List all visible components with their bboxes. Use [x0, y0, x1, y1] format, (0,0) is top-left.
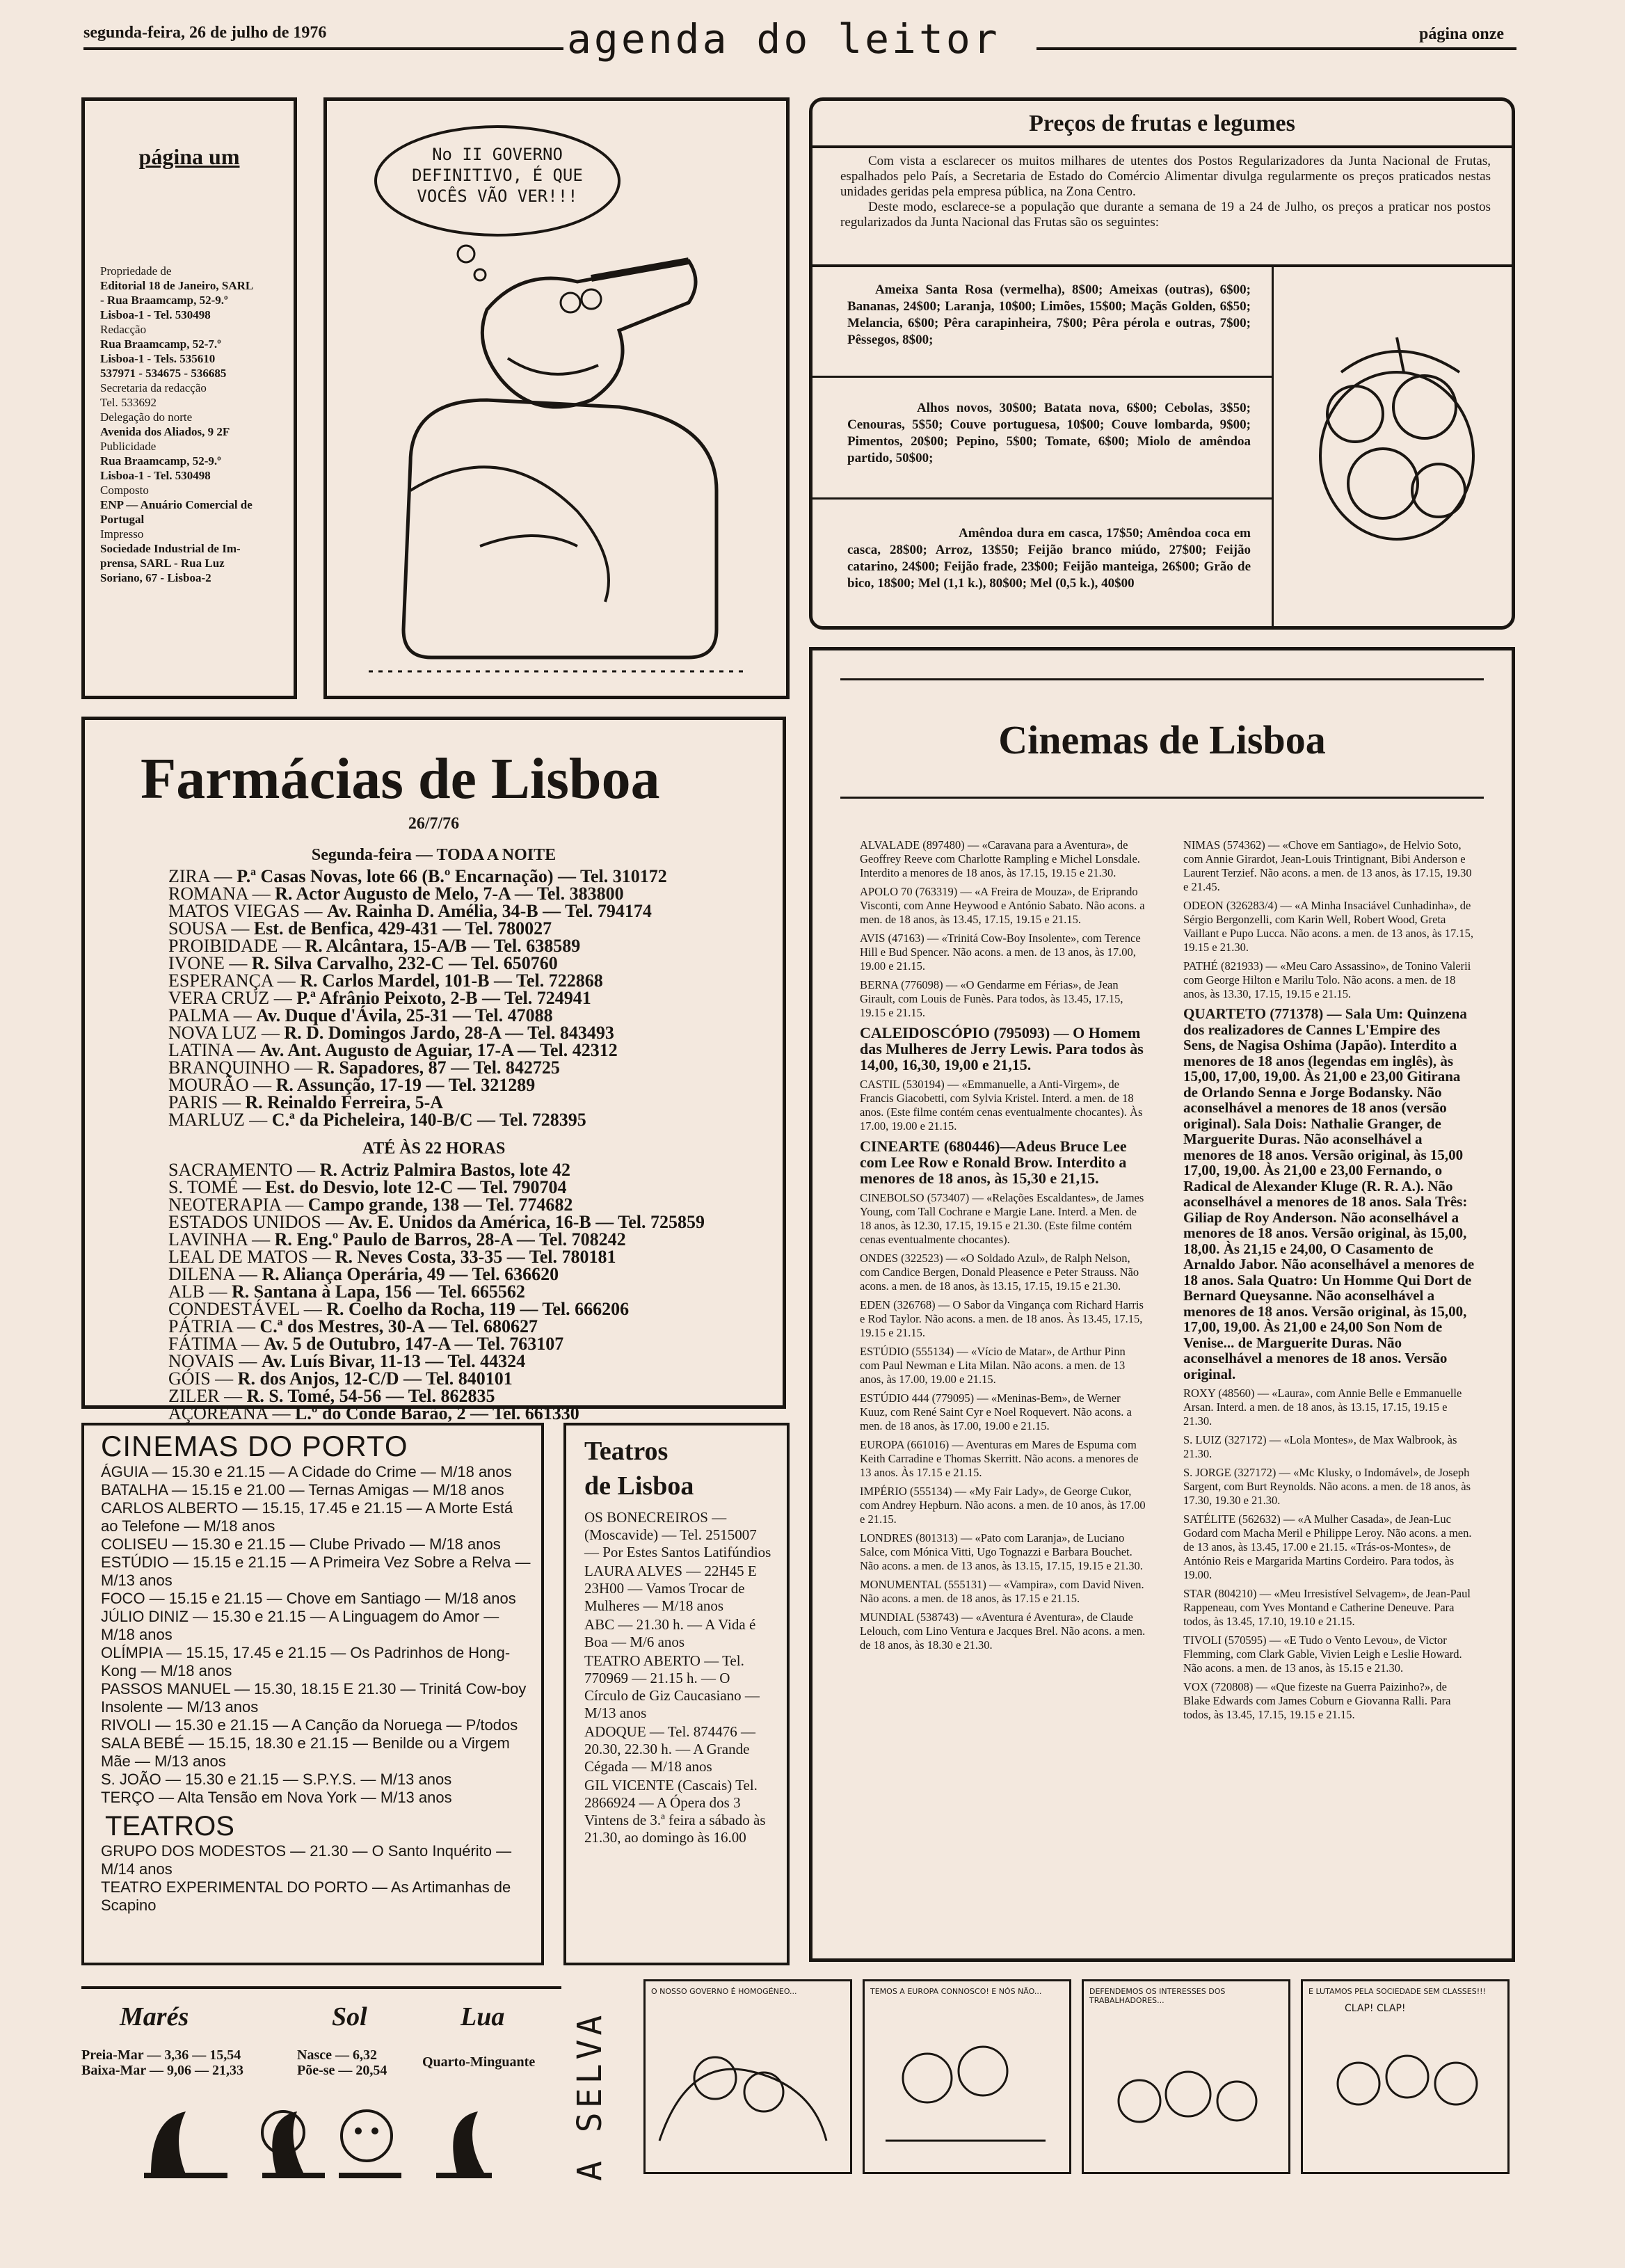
pharmacy-name: PARIS [168, 1092, 218, 1112]
farmacias-list-noite [168, 868, 783, 1128]
header-rule-right [1036, 47, 1516, 50]
teatro-entry: LAURA ALVES — 22H45 E 23H00 — Vamos Trocar de Mulheres — M/18 anos [584, 1563, 757, 1614]
pharmacy-sep: — [237, 1334, 264, 1354]
pharmacy-address: R. Assunção, 17-19 — Tel. 321289 [275, 1075, 536, 1095]
sol-values [297, 2047, 387, 2078]
porto-cinema-entry: S. JOÃO — 15.30 e 21.15 — S.P.Y.S. — M/13 anos [101, 1771, 452, 1788]
pharmacy-sep: — [247, 1229, 275, 1249]
pharmacy-sep: — [232, 1316, 260, 1336]
cinemas-porto-box [81, 1423, 544, 1965]
lua-fase: Quarto-Minguante [422, 2054, 536, 2070]
cinema-entry: ALVALADE (897480) — «Caravana para a Aventura», de Geoffrey Reeve com Charlotte Rampling e Michel Lonsdale. Interdito a menores de 18 anos, às 17.15, 19.15 e 21.30. [860, 838, 1140, 879]
precos-intro-1: Com vista a esclarecer os muitos milhares de utentes dos Postos Regularizadores da Junta Nacional de Frutas, espalhados pelo País, a Secretaria de Estado do Comércio Alimentar divulga regularmente os preços praticados nestas unidades geridas pela empresa pública, na Zona Centro. [840, 154, 1491, 199]
pharmacy-address: R. Alcântara, 15-A/B — Tel. 638589 [305, 936, 581, 956]
teatros-title-line2: de Lisboa [584, 1471, 694, 1501]
cinema-entry: S. JORGE (327172) — «Mc Klusky, o Indomável», de Joseph Sargent, com Burt Reynolds. Não acons. a men. de 18 anos, às 17.30, 19.30 e 21.30. [1183, 1466, 1471, 1507]
pharmacy-row [168, 1318, 783, 1335]
pharmacy-sep: — [248, 884, 275, 904]
header-date: segunda-feira, 26 de julho de 1976 [83, 24, 327, 42]
pharmacy-row [168, 1007, 783, 1024]
pharmacy-sep: — [321, 1212, 349, 1232]
pharmacy-row [168, 885, 783, 902]
pagina-um-lines [100, 264, 294, 585]
pharmacy-row [168, 1370, 783, 1387]
pharmacy-sep: — [257, 1023, 285, 1043]
pharmacy-name: ALB [168, 1281, 205, 1302]
pharmacy-row [168, 937, 783, 955]
pharmacy-address: Av. E. Unidos da América, 16-B — Tel. 725859 [348, 1212, 705, 1232]
pharmacy-row [168, 920, 783, 937]
cartoon-box [323, 97, 790, 699]
pharmacy-name: LEAL DE MATOS [168, 1247, 308, 1267]
cinema-entry: AVIS (47163) — «Trinitá Cow-Boy Insolente», com Terence Hill e Bud Spencer. Não acons. a men. de 13 anos, às 17.00, 19.00 e 21.15. [860, 932, 1141, 973]
pharmacy-name: MOURÃO [168, 1075, 249, 1095]
pharmacy-name: PALMA [168, 1005, 230, 1025]
fruit-basket-illustration [1299, 330, 1494, 560]
pharmacy-sep: — [232, 1040, 260, 1060]
pharmacy-row [168, 1041, 783, 1059]
pharmacy-name: MATOS VIEGAS [168, 901, 301, 921]
cinema-entry: SATÉLITE (562632) — «A Mulher Casada», de Jean-Luc Godard com Macha Meril e Philippe Leroy. Não acons. a men. de 13 anos, às 13.45, 17.00 e 21.15. «Trás-os-Montes», de António Reis e Margarida Martins Cordeiro. Para todos, às 19.00. [1183, 1512, 1472, 1581]
pharmacy-name: GÓIS [168, 1368, 211, 1389]
sol-nasce: Nasce — 6,32 [297, 2047, 377, 2063]
pharmacy-sep: — [268, 1403, 296, 1423]
pharmacy-row [168, 1161, 783, 1179]
pharmacy-sep: — [289, 1057, 317, 1078]
pharmacy-address: R. dos Anjos, 12-C/D — Tel. 840101 [237, 1368, 513, 1389]
cinema-entry: ROXY (48560) — «Laura», com Annie Belle e Emmanuelle Arsan. Interd. a men. de 18 anos, às 13.15, 17.15, 19.15 e 21.30. [1183, 1387, 1462, 1428]
pharmacy-sep: — [299, 1299, 327, 1319]
pharmacy-sep: — [218, 1092, 246, 1112]
precos-secos: Amêndoa dura em casca, 17$50; Amêndoa coca em casca, 28$00; Arroz, 13$50; Feijão branco miúdo, 27$00; Feijão catarino, 24$00; Feijão frade, 23$00; Feijão manteiga, 26$00; Grão de bico, 18$00; Mel (1,1 k.), 80$00; Mel (0,5 k.), 40$00 [847, 526, 1251, 591]
pharmacy-name: ROMANA [168, 884, 248, 904]
pharmacy-address: C.ª da Picheleira, 140-B/C — Tel. 728395 [271, 1110, 586, 1130]
pagina-um-line: Editorial 18 de Janeiro, SARL [100, 279, 254, 292]
pagina-um-line: Redacção [100, 323, 147, 336]
pharmacy-row [168, 902, 783, 920]
lua-title: Lua [461, 2002, 505, 2031]
pagina-um-line: Lisboa-1 - Tel. 530498 [100, 308, 211, 321]
porto-teatro-entry: GRUPO DOS MODESTOS — 21.30 — O Santo Inquérito — M/14 anos [101, 1842, 512, 1878]
pharmacy-row [168, 1059, 783, 1076]
cinemas-porto-title: CINEMAS DO PORTO [101, 1430, 408, 1462]
speech-line: VOCÊS VÃO VER!!! [417, 186, 578, 206]
mares-title: Marés [120, 2002, 189, 2031]
pagina-um-line: Lisboa-1 - Tel. 530498 [100, 469, 211, 482]
cinemas-rule-top [840, 678, 1484, 680]
pharmacy-row [168, 1248, 783, 1265]
pagina-um-line: 537971 - 534675 - 536685 [100, 367, 227, 380]
pharmacy-sep: — [234, 1351, 262, 1371]
pharmacy-name: ESPERANÇA [168, 971, 273, 991]
porto-cinema-entry: PASSOS MANUEL — 15.30, 18.15 E 21.30 — Trinitá Cow-boy Insolente — M/13 anos [101, 1680, 527, 1716]
pharmacy-row [168, 1076, 783, 1094]
pharmacy-address: R. Aliança Operária, 49 — Tel. 636620 [262, 1264, 559, 1284]
cinema-entry: S. LUIZ (327172) — «Lola Montes», de Max Walbrook, às 21.30. [1183, 1433, 1457, 1460]
strip-panel-1 [643, 1979, 852, 2174]
pagina-um-line: Rua Braamcamp, 52-9.º [100, 454, 221, 468]
pagina-um-line: Lisboa-1 - Tels. 535610 [100, 352, 216, 365]
pharmacy-name: FÁTIMA [168, 1334, 237, 1354]
pagina-um-box [81, 97, 297, 699]
panel-drawing [1303, 2014, 1505, 2139]
pharmacy-address: P.ª Afrânio Peixoto, 2-B — Tel. 724941 [296, 988, 591, 1008]
teatro-entry: ADOQUE — Tel. 874476 — 20.30, 22.30 h. — A Grande Cégada — M/18 anos [584, 1723, 756, 1775]
pharmacy-name: SACRAMENTO [168, 1160, 293, 1180]
cinemas-lisboa-col2 [1183, 838, 1475, 1727]
precos-intro-2: Deste modo, esclarece-se a população que durante a semana de 19 a 24 de Julho, os preços a praticar nos postos regularizados da Junta Nacional das Frutas são os seguintes: [840, 200, 1491, 230]
pharmacy-sep: — [300, 901, 328, 921]
pharmacy-row [168, 868, 783, 885]
pagina-um-line: Publicidade [100, 440, 157, 453]
pharmacy-sep: — [244, 1110, 272, 1130]
pharmacy-name: SOUSA [168, 918, 227, 939]
pharmacy-sep: — [224, 953, 252, 973]
cinemas-porto-list [101, 1463, 531, 1807]
pharmacy-address: R. D. Domingos Jardo, 28-A — Tel. 843493 [284, 1023, 614, 1043]
cinema-entry: EUROPA (661016) — Aventuras em Mares de Espuma com Keith Carradine e Thomas Skerritt. Não acons. a menores de 13 anos. Às 17.15 e 21.15. [860, 1438, 1139, 1479]
pharmacy-address: R. Silva Carvalho, 232-C — Tel. 650760 [251, 953, 558, 973]
pharmacy-row [168, 1283, 783, 1300]
pagina-um-line: Sociedade Industrial de Im- [100, 542, 241, 555]
porto-cinema-entry: JÚLIO DINIZ — 15.30 e 21.15 — A Linguagem do Amor — M/18 anos [101, 1608, 499, 1643]
pharmacy-address: R. Actriz Palmira Bastos, lote 42 [319, 1160, 570, 1180]
cinema-entry: LONDRES (801313) — «Pato com Laranja», de Luciano Salce, com Mónica Vitti, Ugo Tognazzi e Barbara Bouchet. Não acons. a men. de 13 anos, às 13.15, 17.15, 19.15 e 21.30. [860, 1531, 1143, 1572]
cinema-entry: MUNDIAL (538743) — «Aventura é Aventura», de Claude Lelouch, com Lino Ventura e Jacques Brel. Não acons. a men. de 18 anos, às 18.30 e 21.30. [860, 1611, 1146, 1652]
teatro-entry: ABC — 21.30 h. — A Vida é Boa — M/6 anos [584, 1616, 756, 1650]
pharmacy-row [168, 955, 783, 972]
pharmacy-name: ZILER [168, 1386, 220, 1406]
precos-intro [812, 148, 1512, 230]
pharmacy-row [168, 1094, 783, 1111]
pharmacy-name: S. TOMÉ [168, 1177, 239, 1197]
pharmacy-name: ZIRA [168, 866, 210, 886]
pharmacy-name: CONDESTÁVEL [168, 1299, 300, 1319]
pagina-um-title: página um [138, 144, 240, 169]
pharmacy-address: R. Actor Augusto de Melo, 7-A — Tel. 383800 [275, 884, 624, 904]
porto-cinema-entry: OLÍMPIA — 15.15, 17.45 e 21.15 — Os Padrinhos de Hong-Kong — M/18 anos [101, 1644, 511, 1679]
pagina-um-line: Impresso [100, 527, 144, 541]
header-page: página onze [1419, 25, 1505, 43]
cinema-entry: PATHÉ (821933) — «Meu Caro Assassino», de Tonino Valerii com George Hilton e Marilu Tolo. Não acons. a men. de 18 anos, às 13.30, 17.15, 19.15 e 21.15. [1183, 959, 1471, 1000]
pharmacy-name: NEOTERAPIA [168, 1195, 281, 1215]
pharmacy-address: Av. Ant. Augusto de Aguiar, 17-A — Tel. 42312 [259, 1040, 618, 1060]
porto-cinema-entry: RIVOLI — 15.30 e 21.15 — A Canção da Noruega — P/todos [101, 1716, 518, 1734]
strip-panel-3 [1082, 1979, 1290, 2174]
pharmacy-row [168, 1231, 783, 1248]
precos-box [809, 97, 1515, 630]
strip-caption: TEMOS A EUROPA CONNOSCO! E NÓS NÃO... [870, 1987, 1042, 1996]
pagina-um-line: Tel. 533692 [100, 396, 157, 409]
header-rule-left [83, 47, 563, 50]
pharmacy-sep: — [226, 918, 254, 939]
pharmacy-address: Av. 5 de Outubro, 147-A — Tel. 763107 [264, 1334, 564, 1354]
pharmacy-name: LATINA [168, 1040, 233, 1060]
cinema-quarteto: QUARTETO (771378) — Sala Um: Quinzena dos realizadores de Cannes L'Empire des Sens, de Nagisa Oshima (Japão). Interdito a menores de 18 anos (legendas em inglês), às 15,00, 17,00, 19,00. Às 21,00 e 23,00 Gitirana de Orlando Senna e Jorge Bodansky. Não aconselhável a menores de 18 anos (versão original). Sala Dois: Nathalie Granger, de Marguerite Duras. Não aconselhável a menores de 18 anos. Versão original, às 15,00 17,00, 19,00. Às 21,00 e 23,00 Fernando, o Radical de Alexander Kluge (R. R. A.). Não aconselhável a menores de 18 anos. Sala Três: Giliap de Roy Anderson. Não aconselhável a menores de 18 anos. Versão original, às 15,00, 18,00. Às 21,15 e 24,00, O Casamento de Arnaldo Jabor. Não aconselhável a menores de 18 anos. Sala Quatro: Un Homme Qui Dort de Bernard Queysanne. Não aconselhável a menores de 18 anos. Versão original, às 15,00, 17,00, 19,00. Às 21,00 e 24,00 Son Nom de Venise... de Marguerite Duras. Não aconselhável a menores de 18 anos. Versão original. [1183, 1005, 1475, 1382]
moon-faces-illustration [137, 2091, 499, 2188]
pharmacy-address: Av. Duque d'Ávila, 25-31 — Tel. 47088 [256, 1005, 553, 1025]
cinema-entry: BERNA (776098) — «O Gendarme em Férias», de Jean Girault, com Louis de Funès. Para todos, às 13.45, 17.15, 19.15 e 21.15. [860, 978, 1123, 1019]
pharmacy-sep: — [278, 936, 305, 956]
precos-divider [812, 264, 1512, 267]
speech-line: DEFINITIVO, É QUE [412, 166, 583, 185]
strip-title [563, 1986, 612, 2195]
teatros-lisboa-box [563, 1423, 790, 1965]
pharmacy-name: BRANQUINHO [168, 1057, 290, 1078]
cartoon-speech [410, 144, 584, 207]
pharmacy-address: R. Sapadores, 87 — Tel. 842725 [317, 1057, 560, 1078]
pharmacy-address: R. Reinaldo Ferreira, 5-A [245, 1092, 444, 1112]
pagina-um-line: - Rua Braamcamp, 52-9.º [100, 294, 228, 307]
pharmacy-row [168, 1300, 783, 1318]
pharmacy-address: R. Carlos Mardel, 101-B — Tel. 722868 [300, 971, 603, 991]
strip-panel-4 [1301, 1979, 1510, 2174]
strip-claps: CLAP! CLAP! [1345, 2003, 1406, 2014]
pharmacy-sep: — [205, 1281, 232, 1302]
pharmacy-row [168, 1387, 783, 1405]
cinema-entry: ODEON (326283/4) — «A Minha Insaciável Cunhadinha», de Sérgio Bergonzelli, com Karin Well, Robert Wood, Greta Vaillant e Pupo Lucca. Não acons. a men. de 13 anos, às 17.15, 19.15 e 21.30. [1183, 899, 1473, 954]
porto-cinema-entry: COLISEU — 15.30 e 21.15 — Clube Privado — M/18 anos [101, 1535, 501, 1553]
pharmacy-sep: — [209, 866, 237, 886]
pharmacy-name: PÁTRIA [168, 1316, 233, 1336]
cinema-entry: STAR (804210) — «Meu Irresistível Selvagem», de Jean-Paul Rappeneau, com Yves Montand e Catherine Deneuve. Para todos, às 13.45, 17.10, 19.10 e 21.15. [1183, 1587, 1471, 1628]
cinema-entry: IMPÉRIO (555134) — «My Fair Lady», de George Cukor, com Andrey Hepburn. Não acons. a men. de 10 anos, às 17.00 e 21.15. [860, 1485, 1146, 1526]
cinemas-lisboa-title: Cinemas de Lisboa [998, 717, 1326, 762]
pagina-um-line: Propriedade de [100, 264, 172, 278]
pagina-um-line: Delegação do norte [100, 410, 193, 424]
pharmacy-sep: — [229, 1005, 257, 1025]
panel-drawing [646, 2002, 847, 2155]
porto-cinema-entry: SALA BEBÉ — 15.15, 18.30 e 21.15 — Benilde ou a Virgem Mãe — M/13 anos [101, 1734, 510, 1770]
pharmacy-row [168, 989, 783, 1007]
baixa-mar: Baixa-Mar — 9,06 — 21,33 [81, 2063, 243, 2078]
teatro-entry: GIL VICENTE (Cascais) Tel. 2866924 — A Ópera dos 3 Vintens de 3.ª feira a sábado às 21.30, ao domingo às 16.00 [584, 1777, 766, 1846]
comic-strip [563, 1958, 1516, 2195]
teatros-title-line1: Teatros [584, 1437, 669, 1466]
farmacias-list-22h [168, 1161, 783, 1422]
teatros-porto-list [101, 1842, 531, 1915]
teatros-lisboa-list [584, 1509, 773, 1846]
pharmacy-address: Est. de Benfica, 429-431 — Tel. 780027 [253, 918, 552, 939]
sol-poe: Põe-se — 20,54 [297, 2063, 387, 2078]
pharmacy-row [168, 1335, 783, 1352]
pharmacy-row [168, 1213, 783, 1231]
pharmacy-row [168, 1352, 783, 1370]
pharmacy-name: PROIBIDADE [168, 936, 278, 956]
preia-mar: Preia-Mar — 3,36 — 15,54 [81, 2047, 241, 2063]
pharmacy-address: C.ª dos Mestres, 30-A — Tel. 680627 [259, 1316, 538, 1336]
cinema-entry: EDEN (326768) — O Sabor da Vingança com Richard Harris e Rod Taylor. Não acons. a men. de 18 anos. Às 13.45, 17.15, 19.15 e 21.15. [860, 1298, 1144, 1339]
pagina-um-line: ENP — Anuário Comercial de [100, 498, 253, 511]
panel-drawing [865, 2002, 1066, 2155]
mares-rule [81, 1986, 561, 1989]
porto-cinema-entry: FOCO — 15.15 e 21.15 — Chove em Santiago — M/18 anos [101, 1590, 516, 1607]
cinema-entry: CALEIDOSCÓPIO (795093) — O Homem das Mulheres de Jerry Lewis. Para todos às 14,00, 16,30, 19,00 e 21,15. [860, 1024, 1144, 1073]
pharmacy-row [168, 1196, 783, 1213]
pharmacy-address: R. Neves Costa, 33-35 — Tel. 780181 [335, 1247, 616, 1267]
pagina-um-line: prensa, SARL - Rua Luz [100, 557, 225, 570]
strip-caption: DEFENDEMOS OS INTERESSES DOS TRABALHADORES... [1089, 1987, 1226, 2005]
cinemas-lisboa-box [809, 647, 1515, 1962]
pharmacy-address: R. Coelho da Rocha, 119 — Tel. 666206 [326, 1299, 630, 1319]
porto-teatro-entry: TEATRO EXPERIMENTAL DO PORTO — As Artimanhas de Scapino [101, 1878, 511, 1914]
precos-vdivider [1272, 266, 1274, 626]
strip-caption: E LUTAMOS PELA SOCIEDADE SEM CLASSES!!! [1308, 1987, 1486, 1996]
speech-line: No II GOVERNO [432, 145, 563, 164]
farmacias-box [81, 717, 786, 1423]
cinema-entry: VOX (720808) — «Que fizeste na Guerra Paizinho?», de Blake Edwards com James Coburn e Giovanna Ralli. Para todos, às 13.45, 17.15, 19.15 e 21.15. [1183, 1680, 1451, 1721]
pagina-um-line: Avenida dos Aliados, 9 2F [100, 425, 230, 438]
pharmacy-row [168, 1265, 783, 1283]
porto-cinema-entry: ÁGUIA — 15.30 e 21.15 — A Cidade do Crime — M/18 anos [101, 1463, 512, 1480]
pharmacy-row [168, 1179, 783, 1196]
pharmacy-address: L.º do Conde Barão, 2 — Tel. 661330 [295, 1403, 579, 1423]
cinema-entry: ESTÚDIO (555134) — «Vício de Matar», de Arthur Pinn com Paul Newman e Lita Milan. Não acons. a men. de 13 anos, às 17.00, 19.00 e 21.15. [860, 1345, 1126, 1386]
pharmacy-name: MARLUZ [168, 1110, 245, 1130]
panel-drawing [1084, 2011, 1286, 2164]
cinema-entry: CASTIL (530194) — «Emmanuelle, a Anti-Virgem», de Francis Giacobetti, com Sylvia Kristel. Interd. a men. de 18 anos. (Este filme contém cenas eventualmente chocantes). Às 17.00, 19.00 e 21.15. [860, 1078, 1143, 1133]
teatro-entry: TEATRO ABERTO — Tel. 770969 — 21.15 h. — O Círculo de Giz Caucasiano — M/13 anos [584, 1652, 760, 1721]
precos-divider-3 [812, 497, 1273, 500]
pharmacy-name: DILENA [168, 1264, 235, 1284]
farmacias-sub1: Segunda-feira — TODA A NOITE [311, 846, 557, 864]
farmacias-date: 26/7/76 [408, 815, 460, 833]
pharmacy-sep: — [210, 1368, 238, 1389]
cinema-entry: NIMAS (574362) — «Chove em Santiago», de Helvio Soto, com Annie Girardot, Jean-Louis Trintignant, Bibi Anderson e Laurent Terzief. Não acons. a men. de 13 anos, às 17.15, 19.30 e 21.45. [1183, 838, 1472, 893]
pharmacy-row [168, 1024, 783, 1041]
precos-title: Preços de frutas e legumes [1029, 111, 1295, 136]
porto-cinema-entry: CARLOS ALBERTO — 15.15, 17.45 e 21.15 — A Morte Está ao Telefone — M/18 anos [101, 1499, 513, 1535]
pharmacy-address: Av. Luís Bivar, 11-13 — Tel. 44324 [261, 1351, 526, 1371]
pharmacy-sep: — [238, 1177, 266, 1197]
pharmacy-address: R. S. Tomé, 54-56 — Tel. 862835 [246, 1386, 495, 1406]
pharmacy-sep: — [234, 1264, 262, 1284]
cinema-entry: ONDES (322523) — «O Soldado Azul», de Ralph Nelson, com Candice Bergen, Donald Pleasence e Peter Strauss. Não acons. a men. de 18 anos, às 13.15, 17.15, 19.15 e 21.30. [860, 1252, 1139, 1293]
pagina-um-line: Composto [100, 484, 149, 497]
header-title: agenda do leitor [567, 15, 1000, 63]
cinema-entry: MONUMENTAL (555131) — «Vampira», com David Niven. Não acons. a men. de 18 anos, às 17.15 e 21.15. [860, 1578, 1144, 1605]
precos-frutas: Ameixa Santa Rosa (vermelha), 8$00; Ameixas (outras), 6$00; Bananas, 24$00; Laranja, 10$00; Limões, 15$00; Maçãs Golden, 6$50; Melancia, 6$00; Pêra carapinheira, 7$00; Pêra pérola e outras, 7$00; Pêssegos, 8$00; [847, 282, 1251, 347]
farmacias-sub2: ATÉ ÀS 22 HORAS [362, 1140, 506, 1158]
pharmacy-name: AÇOREANA [168, 1403, 269, 1423]
pharmacy-name: IVONE [168, 953, 225, 973]
pharmacy-name: NOVAIS [168, 1351, 234, 1371]
pharmacy-address: R. Eng.º Paulo de Barros, 28-A — Tel. 708242 [274, 1229, 626, 1249]
cinemas-lisboa-col1 [860, 838, 1146, 1657]
porto-cinema-entry: ESTÚDIO — 15.15 e 21.15 — A Primeira Vez Sobre a Relva — M/13 anos [101, 1554, 531, 1589]
pagina-um-line: Portugal [100, 513, 145, 526]
pharmacy-row [168, 1405, 783, 1422]
strip-caption: O NOSSO GOVERNO É HOMOGÉNEO... [651, 1987, 797, 1996]
pagina-um-line: Secretaria da redacção [100, 381, 207, 394]
pharmacy-sep: — [248, 1075, 276, 1095]
pharmacy-address: R. Santana à Lapa, 156 — Tel. 665562 [232, 1281, 525, 1302]
precos-legumes: Alhos novos, 30$00; Batata nova, 6$00; Cebolas, 3$50; Cenouras, 5$50; Couve portuguesa, 10$00; Couve lombarda, 9$00; Pimentos, 20$00; Pepino, 5$00; Tomate, 6$00; Miolo de amêndoa partido, 50$00; [847, 401, 1251, 465]
pharmacy-address: Campo grande, 138 — Tel. 774682 [307, 1195, 573, 1215]
cinemas-rule-bottom [840, 797, 1484, 799]
strip-panel-2 [863, 1979, 1071, 2174]
pharmacy-name: ESTADOS UNIDOS [168, 1212, 321, 1232]
pharmacy-sep: — [269, 988, 297, 1008]
pagina-um-line: Soriano, 67 - Lisboa-2 [100, 571, 211, 584]
porto-cinema-entry: TERÇO — Alta Tensão em Nova York — M/13 anos [101, 1789, 452, 1806]
pharmacy-sep: — [307, 1247, 335, 1267]
farmacias-title: Farmácias de Lisboa [141, 746, 660, 811]
pharmacy-sep: — [273, 971, 301, 991]
pharmacy-row [168, 972, 783, 989]
cinema-entry: APOLO 70 (763319) — «A Freira de Mouza», de Eriprando Visconti, com Anne Heywood e António Sabato. Não acons. a men. de 18 anos, às 13.45, 17.15, 19.15 e 21.15. [860, 885, 1145, 926]
cinema-entry: TIVOLI (570595) — «E Tudo o Vento Levou», de Victor Flemming, com Clark Gable, Vivien Leigh e Leslie Howard. Não acons. a men. de 13 anos, às 15.15 e 21.30. [1183, 1634, 1462, 1675]
pharmacy-row [168, 1111, 783, 1128]
pharmacy-address: Av. Rainha D. Amélia, 34-B — Tel. 794174 [327, 901, 652, 921]
pharmacy-sep: — [292, 1160, 320, 1180]
pharmacy-sep: — [219, 1386, 247, 1406]
teatros-porto-title: TEATROS [105, 1811, 234, 1842]
mares-values [81, 2047, 243, 2078]
porto-cinema-entry: BATALHA — 15.15 e 21.00 — Ternas Amigas — M/18 anos [101, 1481, 504, 1499]
cinema-entry: CINEBOLSO (573407) — «Relações Escaldantes», de James Young, com Tall Cochrane e Margie Lane. Interd. a Men. de 18 anos, às 12.30, 17.15, 19.15 e 21.30. (Este filme contém cenas eventualmente chocantes). [860, 1191, 1144, 1246]
cinema-entry: ESTÚDIO 444 (779095) — «Meninas-Bem», de Werner Kuuz, com René Saint Cyr e Noel Roquevert. Não acons. a men. de 18 anos, às 17.00, 19.00 e 21.15. [860, 1391, 1132, 1432]
cinema-entry: CINEARTE (680446)—Adeus Bruce Lee com Lee Row e Ronald Brow. Interdito a menores de 18 anos, às 15,30 e 21,15. [860, 1137, 1127, 1187]
sol-title: Sol [332, 2002, 367, 2031]
pharmacy-name: VERA CRUZ [168, 988, 270, 1008]
teatro-entry: OS BONECREIROS — (Moscavide) — Tel. 2515007 — Por Estes Santos Latifúndios [584, 1509, 771, 1560]
pharmacy-name: NOVA LUZ [168, 1023, 257, 1043]
pharmacy-name: LAVINHA [168, 1229, 248, 1249]
teatros-lisboa-title [584, 1434, 787, 1503]
pharmacy-address: Est. do Desvio, lote 12-C — Tel. 790704 [265, 1177, 567, 1197]
precos-divider-2 [812, 376, 1273, 378]
pharmacy-address: P.ª Casas Novas, lote 66 (B.º Encarnação) — Tel. 310172 [237, 866, 667, 886]
strip-title-text: A SELVA [570, 2011, 609, 2181]
pharmacy-sep: — [280, 1195, 308, 1215]
pagina-um-line: Rua Braamcamp, 52-7.º [100, 337, 221, 351]
